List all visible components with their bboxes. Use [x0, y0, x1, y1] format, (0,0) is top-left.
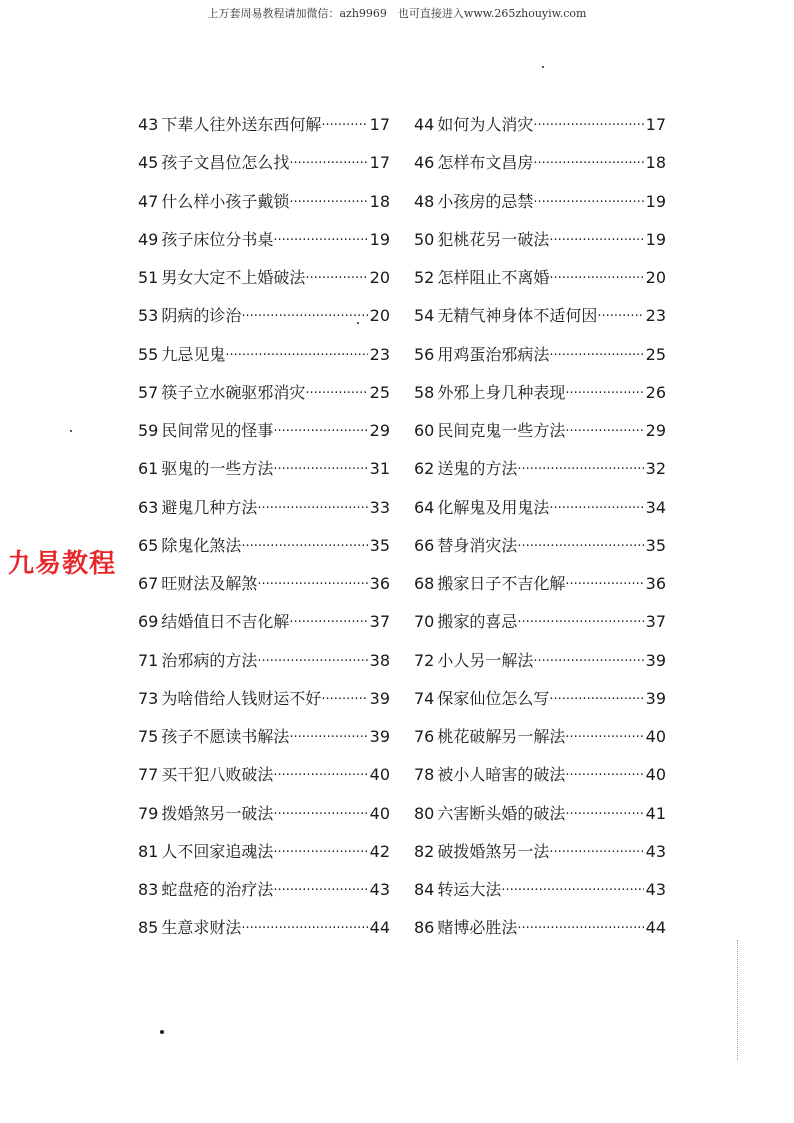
- toc-entry-page: 43: [645, 880, 666, 900]
- page-header: 上万套周易教程请加微信：azh9969 也可直接进入www.265zhouyiw.com: [207, 7, 587, 20]
- dot-leader: [549, 344, 643, 366]
- dot-leader: [241, 917, 367, 939]
- toc-entry-number: 68: [414, 574, 435, 594]
- toc-entry-number: 74: [414, 688, 435, 708]
- toc-entry: [414, 527, 666, 565]
- dot-leader: [257, 650, 367, 672]
- toc-entry: [414, 603, 666, 641]
- toc-entry-page: 19: [369, 229, 390, 249]
- toc-entry-number: 85: [138, 918, 159, 938]
- toc-entry-page: 35: [645, 535, 666, 555]
- toc-entry-number: 53: [138, 306, 159, 326]
- toc-entry-page: 40: [645, 765, 666, 785]
- toc-entry-title: 如何为人消灾: [437, 115, 534, 135]
- dot-leader: [305, 267, 367, 289]
- toc-entry-title: 六害断头婚的破法: [437, 803, 566, 823]
- toc-entry-number: 47: [138, 191, 159, 211]
- toc-entry-title: 治邪病的方法: [161, 650, 258, 670]
- toc-entry-page: 23: [645, 306, 666, 326]
- toc-entry-number: 77: [138, 765, 159, 785]
- toc-entry-number: 43: [138, 115, 159, 135]
- dot-leader: [549, 841, 643, 863]
- toc-entry-page: 39: [645, 650, 666, 670]
- toc-entry: [138, 527, 390, 565]
- dot-leader: [517, 535, 643, 557]
- toc-entry-title: 人不回家追魂法: [161, 841, 274, 861]
- toc-entry: [414, 565, 666, 603]
- toc-entry: [414, 680, 666, 718]
- toc-entry-number: 48: [414, 191, 435, 211]
- toc-entry-page: 44: [369, 918, 390, 938]
- dot-leader: [273, 764, 367, 786]
- toc-entry-number: 76: [414, 727, 435, 747]
- toc-entry-page: 19: [645, 229, 666, 249]
- toc-entry-number: 64: [414, 497, 435, 517]
- toc-entry-number: 66: [414, 535, 435, 555]
- toc-entry-page: 25: [369, 382, 390, 402]
- toc-entry-title: 送鬼的方法: [437, 459, 518, 479]
- toc-entry-page: 17: [369, 153, 390, 173]
- scan-edge-marks: [737, 940, 740, 1060]
- toc-entry-title: 无精气神身体不适何因: [437, 306, 598, 326]
- toc-entry-page: 37: [369, 612, 390, 632]
- toc-entry: [138, 374, 390, 412]
- toc-entry-number: 50: [414, 229, 435, 249]
- toc-entry: [138, 412, 390, 450]
- dot-leader: [289, 611, 367, 633]
- toc-entry-page: 18: [369, 191, 390, 211]
- toc-entry: [414, 144, 666, 182]
- scan-speck: [70, 430, 72, 432]
- dot-leader: [565, 573, 643, 595]
- toc-entry-page: 40: [369, 803, 390, 823]
- toc-entry: [138, 871, 390, 909]
- toc-entry: [138, 221, 390, 259]
- toc-entry-page: 23: [369, 344, 390, 364]
- toc-entry-number: 51: [138, 268, 159, 288]
- dot-leader: [273, 803, 367, 825]
- toc-entry-title: 孩子文昌位怎么找: [161, 153, 290, 173]
- toc-entry-page: 43: [369, 880, 390, 900]
- dot-leader: [241, 305, 367, 327]
- dot-leader: [241, 535, 367, 557]
- toc-entry-page: 36: [369, 574, 390, 594]
- toc-entry-page: 18: [645, 153, 666, 173]
- dot-leader: [565, 420, 643, 442]
- watermark-logo: 九易教程: [8, 549, 117, 579]
- toc-entry-number: 80: [414, 803, 435, 823]
- toc-entry-number: 52: [414, 268, 435, 288]
- table-of-contents: [138, 106, 666, 948]
- toc-entry-page: 29: [369, 421, 390, 441]
- toc-entry: [414, 374, 666, 412]
- toc-entry-title: 被小人暗害的破法: [437, 765, 566, 785]
- toc-entry-title: 蛇盘疮的治疗法: [161, 880, 274, 900]
- toc-entry-title: 买干犯八败破法: [161, 765, 274, 785]
- toc-entry-page: 39: [645, 688, 666, 708]
- toc-entry-title: 转运大法: [437, 880, 502, 900]
- toc-entry: [414, 412, 666, 450]
- toc-entry: [414, 718, 666, 756]
- toc-entry-page: 17: [645, 115, 666, 135]
- toc-entry-number: 69: [138, 612, 159, 632]
- toc-entry-title: 男女大定不上婚破法: [161, 268, 306, 288]
- toc-entry: [138, 259, 390, 297]
- toc-entry-title: 用鸡蛋治邪病法: [437, 344, 550, 364]
- toc-entry-title: 下辈人往外送东西何解: [161, 115, 322, 135]
- toc-entry-title: 化解鬼及用鬼法: [437, 497, 550, 517]
- toc-entry-page: 39: [369, 727, 390, 747]
- toc-entry-number: 79: [138, 803, 159, 823]
- toc-entry: [414, 871, 666, 909]
- toc-entry-title: 结婚值日不吉化解: [161, 612, 290, 632]
- toc-entry: [414, 106, 666, 144]
- toc-entry-title: 小孩房的忌禁: [437, 191, 534, 211]
- toc-entry-title: 搬家的喜忌: [437, 612, 518, 632]
- toc-entry-page: 31: [369, 459, 390, 479]
- toc-entry-number: 62: [414, 459, 435, 479]
- dot-leader: [273, 458, 367, 480]
- toc-entry-page: 37: [645, 612, 666, 632]
- toc-entry-page: 17: [369, 115, 390, 135]
- toc-entry-title: 除鬼化煞法: [161, 535, 242, 555]
- dot-leader: [549, 497, 643, 519]
- toc-entry-page: 34: [645, 497, 666, 517]
- toc-entry: [138, 565, 390, 603]
- dot-leader: [533, 191, 643, 213]
- toc-entry-number: 72: [414, 650, 435, 670]
- toc-entry-number: 86: [414, 918, 435, 938]
- toc-entry-title: 赌博必胜法: [437, 918, 518, 938]
- dot-leader: [517, 917, 643, 939]
- toc-entry: [138, 909, 390, 947]
- dot-leader: [565, 764, 643, 786]
- toc-entry-title: 孩子不愿读书解法: [161, 727, 290, 747]
- toc-entry: [138, 183, 390, 221]
- toc-entry-page: 41: [645, 803, 666, 823]
- toc-entry-page: 39: [369, 688, 390, 708]
- toc-entry: [138, 297, 390, 335]
- toc-entry-number: 45: [138, 153, 159, 173]
- toc-entry-title: 旺财法及解煞: [161, 574, 258, 594]
- toc-entry: [414, 833, 666, 871]
- toc-entry-number: 56: [414, 344, 435, 364]
- dot-leader: [533, 650, 643, 672]
- toc-entry-page: 20: [369, 306, 390, 326]
- toc-entry-title: 筷子立水碗驱邪消灾: [161, 382, 306, 402]
- toc-entry: [138, 680, 390, 718]
- toc-entry: [138, 106, 390, 144]
- toc-entry-number: 44: [414, 115, 435, 135]
- toc-entry-page: 42: [369, 841, 390, 861]
- dot-leader: [501, 879, 643, 901]
- toc-entry: [414, 756, 666, 794]
- dot-leader: [321, 688, 367, 710]
- toc-entry-page: 33: [369, 497, 390, 517]
- toc-entry: [138, 450, 390, 488]
- toc-entry-title: 生意求财法: [161, 918, 242, 938]
- dot-leader: [597, 305, 643, 327]
- toc-entry-number: 55: [138, 344, 159, 364]
- toc-entry: [138, 642, 390, 680]
- toc-entry-page: 44: [645, 918, 666, 938]
- toc-entry-title: 搬家日子不吉化解: [437, 574, 566, 594]
- toc-entry-number: 59: [138, 421, 159, 441]
- toc-entry: [414, 795, 666, 833]
- dot-leader: [257, 573, 367, 595]
- toc-entry: [414, 259, 666, 297]
- dot-leader: [533, 114, 643, 136]
- toc-entry: [414, 450, 666, 488]
- toc-entry-title: 犯桃花另一破法: [437, 229, 550, 249]
- toc-entry-title: 什么样小孩子戴锁: [161, 191, 290, 211]
- toc-entry-number: 84: [414, 880, 435, 900]
- toc-entry: [138, 603, 390, 641]
- dot-leader: [549, 229, 643, 251]
- toc-entry-title: 九忌见鬼: [161, 344, 226, 364]
- toc-entry: [414, 909, 666, 947]
- dot-leader: [289, 726, 367, 748]
- dot-leader: [273, 879, 367, 901]
- toc-entry-title: 民间克鬼一些方法: [437, 421, 566, 441]
- toc-entry-title: 阴病的诊治: [161, 306, 242, 326]
- toc-entry-page: 20: [645, 268, 666, 288]
- toc-entry-number: 61: [138, 459, 159, 479]
- dot-leader: [305, 382, 367, 404]
- toc-entry-title: 为啥借给人钱财运不好: [161, 688, 322, 708]
- toc-entry-title: 民间常见的怪事: [161, 421, 274, 441]
- toc-entry-page: 40: [645, 727, 666, 747]
- toc-entry-number: 63: [138, 497, 159, 517]
- toc-entry-number: 58: [414, 382, 435, 402]
- dot-leader: [549, 688, 643, 710]
- dot-leader: [289, 191, 367, 213]
- dot-leader: [517, 458, 643, 480]
- scan-speck: [357, 322, 359, 324]
- toc-entry-number: 46: [414, 153, 435, 173]
- toc-entry-page: 32: [645, 459, 666, 479]
- toc-entry-title: 外邪上身几种表现: [437, 382, 566, 402]
- toc-entry-number: 60: [414, 421, 435, 441]
- toc-entry-page: 29: [645, 421, 666, 441]
- toc-entry-title: 替身消灾法: [437, 535, 518, 555]
- dot-leader: [517, 611, 643, 633]
- toc-entry: [138, 756, 390, 794]
- toc-entry-page: 36: [645, 574, 666, 594]
- toc-entry: [414, 297, 666, 335]
- toc-entry-page: 35: [369, 535, 390, 555]
- toc-entry-number: 54: [414, 306, 435, 326]
- toc-entry: [138, 144, 390, 182]
- dot-leader: [273, 229, 367, 251]
- toc-entry: [414, 183, 666, 221]
- toc-entry-number: 81: [138, 841, 159, 861]
- toc-entry-page: 25: [645, 344, 666, 364]
- toc-entry-title: 拨婚煞另一破法: [161, 803, 274, 823]
- toc-entry-number: 82: [414, 841, 435, 861]
- toc-entry: [414, 336, 666, 374]
- dot-leader: [565, 382, 643, 404]
- scan-speck: [160, 1030, 164, 1034]
- toc-entry-number: 75: [138, 727, 159, 747]
- dot-leader: [565, 726, 643, 748]
- toc-entry-page: 26: [645, 382, 666, 402]
- toc-entry-page: 19: [645, 191, 666, 211]
- toc-entry-title: 怎样布文昌房: [437, 153, 534, 173]
- dot-leader: [257, 497, 367, 519]
- toc-entry-number: 67: [138, 574, 159, 594]
- dot-leader: [273, 420, 367, 442]
- toc-entry: [138, 833, 390, 871]
- toc-entry: [138, 336, 390, 374]
- toc-entry-title: 怎样阻止不离婚: [437, 268, 550, 288]
- dot-leader: [533, 152, 643, 174]
- dot-leader: [273, 841, 367, 863]
- toc-entry: [414, 221, 666, 259]
- toc-entry-page: 20: [369, 268, 390, 288]
- toc-entry: [138, 489, 390, 527]
- toc-entry-number: 65: [138, 535, 159, 555]
- toc-entry: [138, 718, 390, 756]
- dot-leader: [289, 152, 367, 174]
- toc-entry-number: 83: [138, 880, 159, 900]
- toc-entry-number: 49: [138, 229, 159, 249]
- scan-speck: [542, 66, 544, 68]
- toc-entry-number: 71: [138, 650, 159, 670]
- toc-entry-title: 破拨婚煞另一法: [437, 841, 550, 861]
- toc-entry-number: 57: [138, 382, 159, 402]
- toc-entry-title: 保家仙位怎么写: [437, 688, 550, 708]
- toc-entry: [414, 642, 666, 680]
- dot-leader: [321, 114, 367, 136]
- toc-entry-title: 小人另一解法: [437, 650, 534, 670]
- dot-leader: [565, 803, 643, 825]
- toc-entry-title: 避鬼几种方法: [161, 497, 258, 517]
- toc-entry-page: 38: [369, 650, 390, 670]
- toc-entry-title: 桃花破解另一解法: [437, 727, 566, 747]
- dot-leader: [225, 344, 367, 366]
- toc-entry-page: 43: [645, 841, 666, 861]
- dot-leader: [549, 267, 643, 289]
- toc-entry-title: 孩子床位分书桌: [161, 229, 274, 249]
- toc-entry: [138, 795, 390, 833]
- toc-entry-number: 78: [414, 765, 435, 785]
- toc-entry: [414, 489, 666, 527]
- toc-entry-page: 40: [369, 765, 390, 785]
- toc-entry-number: 73: [138, 688, 159, 708]
- toc-entry-title: 驱鬼的一些方法: [161, 459, 274, 479]
- toc-entry-number: 70: [414, 612, 435, 632]
